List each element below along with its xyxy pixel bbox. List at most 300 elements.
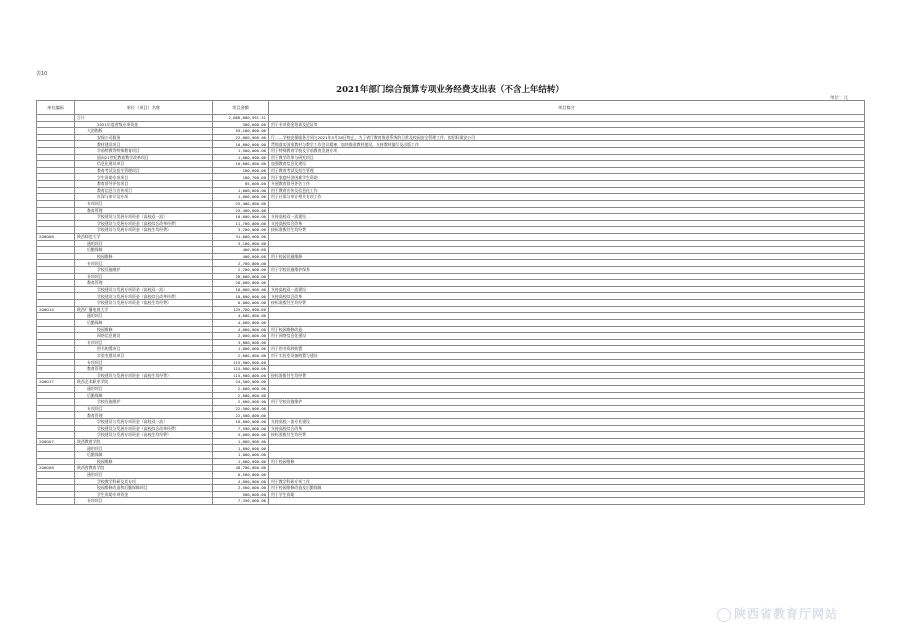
cell-item-name: 学校建设与发展专项资金（高校综合改革经费） (75, 220, 213, 227)
cell-item-name: 学前特教等特殊教育项目 (75, 148, 213, 155)
cell-unit-code (37, 273, 75, 280)
cell-item-name: 学校建设与发展专项资金（高校综合改革经费） (75, 293, 213, 300)
cell-unit-code (37, 372, 75, 379)
cell-description: 用于家庭经济困难学生资助 (269, 174, 865, 181)
cell-unit-code (37, 148, 75, 155)
cell-item-name: 学校建设与发展专项资金（高校生均经费） (75, 300, 213, 307)
emblem-icon (717, 608, 731, 622)
cell-amount: 115,900,000.00 (213, 359, 269, 366)
table-row (37, 313, 865, 320)
cell-item-name: 实验室建设项目 (75, 352, 213, 359)
cell-amount: 500,000.00 (213, 491, 269, 498)
table-row (37, 141, 865, 148)
cell-item-name: 通用项目 (75, 313, 213, 320)
cell-amount: 1,000,000.00 (213, 458, 269, 465)
cell-description (269, 438, 865, 445)
cell-item-name: 合计 (75, 115, 213, 122)
table-row (37, 240, 865, 247)
table-row (37, 438, 865, 445)
cell-item-name: 通用项目 (75, 385, 213, 392)
table-row (37, 485, 865, 492)
cell-unit-code (37, 333, 75, 340)
cell-item-name: 学校建设与发展专项资金（高校生均经费） (75, 227, 213, 234)
table-body (37, 115, 865, 505)
cell-amount: 22,500,000.00 (213, 405, 269, 412)
table-row (37, 458, 865, 465)
cell-item-name: 教育管理 (75, 412, 213, 419)
table-row (37, 372, 865, 379)
table-row (37, 452, 865, 459)
cell-unit-code: 206008 (37, 465, 75, 472)
cell-description: 贯彻落实国家教材与教学工作会议精神，加快推进教材建设，支持教材编写及出版工作 (269, 141, 865, 148)
table-row (37, 154, 865, 161)
table-row (37, 293, 865, 300)
table-row (37, 207, 865, 214)
cell-amount: 2,500,000.00 (213, 485, 269, 492)
cell-description: 用于教学科研专项工作 (269, 478, 865, 485)
cell-unit-code (37, 445, 75, 452)
cell-item-name: 大团购版 (75, 128, 213, 135)
cell-item-name: 学校建设与发展专项资金（高校双一流） (75, 419, 213, 426)
cell-unit-code (37, 220, 75, 227)
cell-amount: 28,000,000.00 (213, 280, 269, 287)
table-row (37, 260, 865, 267)
cell-amount: 22,000,000.00 (213, 134, 269, 141)
cell-unit-code (37, 352, 75, 359)
page-mark: 表10 (36, 71, 48, 77)
table-row (37, 247, 865, 254)
table-row (37, 161, 865, 168)
cell-unit-code (37, 339, 75, 346)
table-row (37, 267, 865, 274)
cell-description (269, 207, 865, 214)
cell-unit-code (37, 194, 75, 201)
cell-amount: 7,500,000.00 (213, 425, 269, 432)
cell-description: 支持高校综合改革 (269, 425, 865, 432)
cell-description: 支持高校一流专业建设 (269, 419, 865, 426)
cell-description (269, 339, 865, 346)
cell-item-name: 专项项目 (75, 405, 213, 412)
cell-description (269, 366, 865, 373)
cell-item-name: 教育管理 (75, 280, 213, 287)
cell-unit-code (37, 267, 75, 274)
cell-amount: 31,000,000.00 (213, 233, 269, 240)
cell-item-name: 陕西广播电视大学 (75, 306, 213, 313)
cell-unit-code (37, 491, 75, 498)
table-row (37, 233, 865, 240)
cell-item-name: 后勤保障 (75, 247, 213, 254)
cell-amount: 2,000,000.00 (213, 392, 269, 399)
cell-amount: 48,700,000.00 (213, 465, 269, 472)
cell-description: 用于校园设施维修 (269, 253, 865, 260)
cell-item-name: 2021年度省级专项资金 (75, 121, 213, 128)
cell-unit-code (37, 134, 75, 141)
cell-item-name: 教育督导评估项目 (75, 181, 213, 188)
cell-description (269, 319, 865, 326)
cell-unit-code (37, 128, 75, 135)
table-row (37, 115, 865, 122)
table-row (37, 200, 865, 207)
cell-amount: 115,900,000.00 (213, 366, 269, 373)
cell-item-name: 教材建设项目 (75, 141, 213, 148)
cell-item-name: 网络信息建设 (75, 333, 213, 340)
page-title: 2021年部门综合预算专项业务经费支出表（不含上年结转） (336, 85, 564, 95)
table-row (37, 174, 865, 181)
cell-amount: 2,000,000.00 (213, 399, 269, 406)
cell-amount: 1,800,000.00 (213, 346, 269, 353)
table-row (37, 445, 865, 452)
table-row (37, 478, 865, 485)
cell-item-name: 陕西教育学院 (75, 438, 213, 445)
cell-description: 按标准拨付生均经费 (269, 372, 865, 379)
table-row (37, 352, 865, 359)
cell-item-name: 校园维修 (75, 326, 213, 333)
table-row (37, 273, 865, 280)
cell-unit-code (37, 121, 75, 128)
table-header-row (37, 101, 865, 115)
watermark-text: 陕西省教育厅网站 (733, 607, 838, 621)
cell-item-name: 教育考试及招生管理项目 (75, 167, 213, 174)
cell-unit-code (37, 485, 75, 492)
cell-amount: 10,000,000.00 (213, 293, 269, 300)
table-row (37, 491, 865, 498)
cell-item-name: 通用项目 (75, 471, 213, 478)
cell-unit-code (37, 412, 75, 419)
cell-amount: 300,000.00 (213, 121, 269, 128)
cell-amount: 2,000,000.00 (213, 333, 269, 340)
table-row (37, 366, 865, 373)
cell-description: 用于学校设施维护 (269, 399, 865, 406)
table-row (37, 333, 865, 340)
cell-description: 支持高校综合改革 (269, 220, 865, 227)
cell-unit-code (37, 181, 75, 188)
cell-amount: 1,000,000.00 (213, 452, 269, 459)
cell-unit-code (37, 207, 75, 214)
cell-unit-code (37, 392, 75, 399)
cell-description: 按标准拨付生均经费 (269, 432, 865, 439)
cell-description: 用于社保与审计相关专项工作 (269, 194, 865, 201)
cell-description: 支持高校双一流建设 (269, 214, 865, 221)
cell-item-name: 社保与审计及专项 (75, 194, 213, 201)
cell-unit-code (37, 319, 75, 326)
table-row (37, 280, 865, 287)
cell-item-name: 学校建设与发展专项资金（高校双一流） (75, 286, 213, 293)
cell-amount: 3,100,000.00 (213, 240, 269, 247)
cell-amount: 2,668,000,591.31 (213, 115, 269, 122)
table-row (37, 128, 865, 135)
table-row (37, 319, 865, 326)
cell-description: 按标准拨付生均经费 (269, 300, 865, 307)
cell-description (269, 233, 865, 240)
cell-amount: 22,500,000.00 (213, 412, 269, 419)
cell-description: 开展教育督导评估工作 (269, 181, 865, 188)
table-row (37, 419, 865, 426)
cell-amount: 1,000,000.00 (213, 187, 269, 194)
cell-unit-code (37, 458, 75, 465)
cell-description (269, 471, 865, 478)
cell-amount: 115,900,000.00 (213, 372, 269, 379)
cell-description (269, 260, 865, 267)
cell-item-name: 陕西艺术职业学院 (75, 379, 213, 386)
cell-description: 支持高校双一流建设 (269, 286, 865, 293)
cell-item-name: 学校设施维护 (75, 399, 213, 406)
table-row (37, 214, 865, 221)
cell-unit-code: 206007 (37, 438, 75, 445)
cell-description (269, 359, 865, 366)
cell-amount: 2,700,000.00 (213, 260, 269, 267)
cell-item-name: 专项项目 (75, 200, 213, 207)
cell-amount: 2,700,000.00 (213, 267, 269, 274)
table-row (37, 306, 865, 313)
cell-unit-code (37, 187, 75, 194)
cell-description: 用于学生资助 (269, 491, 865, 498)
cell-item-name: 学生资助专项项目 (75, 174, 213, 181)
cell-item-name: 学校建设与发展专项资金（高校综合改革经费） (75, 425, 213, 432)
cell-description (269, 313, 865, 320)
cell-description (269, 115, 865, 122)
cell-amount: 3,700,000.00 (213, 227, 269, 234)
cell-amount: 1,500,000.00 (213, 148, 269, 155)
cell-unit-code (37, 154, 75, 161)
cell-description: 用于教育宣传及信息化工作 (269, 187, 865, 194)
cell-unit-code (37, 167, 75, 174)
cell-description: 用于校园维修改造 (269, 326, 865, 333)
cell-item-name: 专项项目 (75, 273, 213, 280)
cell-description: 用于校园维修 (269, 458, 865, 465)
table-row (37, 432, 865, 439)
cell-item-name: 校园维修改造和后勤保障项目 (75, 485, 213, 492)
table-row (37, 121, 865, 128)
cell-item-name: 学校设施维护 (75, 267, 213, 274)
table-row (37, 346, 865, 353)
table-row (37, 385, 865, 392)
table-row (37, 379, 865, 386)
table-row (37, 148, 865, 155)
cell-unit-code (37, 200, 75, 207)
cell-amount: 2,000,000.00 (213, 352, 269, 359)
cell-item-name: 教育管理 (75, 366, 213, 373)
table-row (37, 359, 865, 366)
cell-description (269, 392, 865, 399)
cell-item-name: 校园维修 (75, 253, 213, 260)
table-row (37, 399, 865, 406)
cell-amount: 65,000.00 (213, 181, 269, 188)
cell-item-name: 学校教学科研及其专项 (75, 478, 213, 485)
cell-amount: 180,000.00 (213, 167, 269, 174)
cell-amount: 7,350,000.00 (213, 498, 269, 505)
cell-amount: 1,000,000.00 (213, 438, 269, 445)
cell-description: 用于图书资料购置 (269, 346, 865, 353)
cell-amount: 28,000,000.00 (213, 273, 269, 280)
cell-item-name: 专项项目 (75, 498, 213, 505)
cell-amount: 4,000,000.00 (213, 478, 269, 485)
cell-amount: 1,000,000.00 (213, 194, 269, 201)
cell-amount: 5,000,000.00 (213, 432, 269, 439)
cell-unit-code (37, 452, 75, 459)
cell-amount: 400,000.00 (213, 247, 269, 254)
cell-unit-code (37, 174, 75, 181)
cell-item-name: 专项项目 (75, 260, 213, 267)
cell-item-name: 后勤保障 (75, 392, 213, 399)
cell-item-name: 安保公司服务 (75, 134, 213, 141)
cell-amount: 10,000,000.00 (213, 214, 269, 221)
cell-item-name: 学校建设与发展专项资金（高校生均经费） (75, 372, 213, 379)
cell-item-name: 后勤保障 (75, 452, 213, 459)
cell-amount: 10,000,000.00 (213, 419, 269, 426)
cell-item-name: 教育信息与宣传项目 (75, 187, 213, 194)
table-row (37, 253, 865, 260)
cell-item-name: 教育管理 (75, 207, 213, 214)
cell-unit-code (37, 293, 75, 300)
cell-unit-code (37, 313, 75, 320)
table-row (37, 300, 865, 307)
cell-description: 用于学校设施维护保养 (269, 267, 865, 274)
cell-amount: 1,000,000.00 (213, 154, 269, 161)
cell-item-name: 面向21世纪教育教学改革项目 (75, 154, 213, 161)
cell-amount: 55,180,000.00 (213, 128, 269, 135)
cell-unit-code (37, 280, 75, 287)
budget-table (36, 100, 865, 505)
cell-item-name: 通用项目 (75, 445, 213, 452)
cell-item-name: 学校建设与发展专项资金（高校双一流） (75, 214, 213, 221)
cell-unit-code (37, 240, 75, 247)
cell-amount: 2,000,000.00 (213, 385, 269, 392)
table-row (37, 339, 865, 346)
cell-item-name: 通用项目 (75, 240, 213, 247)
cell-unit-code (37, 366, 75, 373)
column-header-desc: 项目简介 (269, 101, 865, 115)
cell-description: 用于特殊教育学校及学前教育发展专项 (269, 148, 865, 155)
cell-description (269, 280, 865, 287)
cell-description (269, 247, 865, 254)
cell-description (269, 240, 865, 247)
cell-item-name: 陕西省教育学院 (75, 465, 213, 472)
cell-description (269, 306, 865, 313)
cell-description (269, 412, 865, 419)
column-header-name: 单位（项目）名称 (75, 101, 213, 115)
cell-unit-code (37, 326, 75, 333)
cell-amount: 3,800,000.00 (213, 339, 269, 346)
cell-description (269, 452, 865, 459)
table-row (37, 187, 865, 194)
cell-unit-code (37, 405, 75, 412)
cell-item-name: 后勤保障 (75, 319, 213, 326)
cell-amount: 1,000,000.00 (213, 445, 269, 452)
cell-unit-code (37, 214, 75, 221)
cell-amount: 4,000,000.00 (213, 319, 269, 326)
cell-amount: 125,700,000.00 (213, 306, 269, 313)
column-header-amount: 项目金额 (213, 101, 269, 115)
cell-amount: 10,000,000.00 (213, 161, 269, 168)
table-row (37, 286, 865, 293)
cell-description: 支持高校综合改革 (269, 293, 865, 300)
cell-item-name: 专项项目 (75, 339, 213, 346)
table-row (37, 227, 865, 234)
cell-amount: 11,700,000.00 (213, 220, 269, 227)
cell-amount: 10,000,000.00 (213, 286, 269, 293)
cell-amount: 4,000,000.00 (213, 313, 269, 320)
table-row (37, 326, 865, 333)
cell-unit-code (37, 227, 75, 234)
cell-amount: 8,000,000.00 (213, 300, 269, 307)
cell-unit-code (37, 161, 75, 168)
cell-description (269, 273, 865, 280)
table-row (37, 465, 865, 472)
cell-description (269, 465, 865, 472)
cell-unit-code (37, 478, 75, 485)
table-row (37, 412, 865, 419)
cell-unit-code (37, 300, 75, 307)
cell-description: 用于教育考试及招生管理 (269, 167, 865, 174)
cell-unit-code (37, 432, 75, 439)
cell-item-name: 信息化建设项目 (75, 161, 213, 168)
cell-unit-code (37, 399, 75, 406)
cell-item-name: 陕西师范大学 (75, 233, 213, 240)
cell-description: 用于校园维修改造及后勤保障 (269, 485, 865, 492)
watermark (717, 605, 838, 622)
cell-unit-code (37, 471, 75, 478)
table-row (37, 405, 865, 412)
cell-description (269, 498, 865, 505)
cell-unit-code (37, 346, 75, 353)
cell-description: 厅……学校安保服务合同与2021年5月28日终止，为了省厅教育推进系统的日常及校园安全管理工作，拟招标保安公司 (269, 134, 865, 141)
cell-description: 用于网络信息化建设 (269, 333, 865, 340)
cell-amount: 25,400,000.00 (213, 200, 269, 207)
cell-amount: 24,500,000.00 (213, 379, 269, 386)
cell-amount: 400,000.00 (213, 253, 269, 260)
cell-description: 用于教学改革与研究项目 (269, 154, 865, 161)
cell-description (269, 200, 865, 207)
cell-unit-code (37, 286, 75, 293)
cell-unit-code (37, 425, 75, 432)
cell-unit-code (37, 115, 75, 122)
cell-unit-code (37, 359, 75, 366)
cell-unit-code: 206008 (37, 233, 75, 240)
table-row (37, 167, 865, 174)
cell-item-name: 图书购置项目 (75, 346, 213, 353)
table-row (37, 392, 865, 399)
cell-unit-code (37, 141, 75, 148)
cell-amount: 180,700.00 (213, 174, 269, 181)
cell-unit-code (37, 253, 75, 260)
cell-amount: 10,000,000.00 (213, 141, 269, 148)
cell-amount: 4,000,000.00 (213, 326, 269, 333)
cell-description (269, 405, 865, 412)
cell-unit-code: 206017 (37, 379, 75, 386)
cell-unit-code: 206014 (37, 306, 75, 313)
cell-description (269, 128, 865, 135)
cell-description (269, 445, 865, 452)
cell-unit-code (37, 498, 75, 505)
cell-description: 按标准拨付生均经费 (269, 227, 865, 234)
cell-item-name: 校园维修 (75, 458, 213, 465)
cell-description: 加强教育信息化建设 (269, 161, 865, 168)
table-row (37, 134, 865, 141)
unit-label: 单位：元 (830, 96, 848, 101)
cell-unit-code (37, 260, 75, 267)
cell-description: 用于专项资金培训及论证等 (269, 121, 865, 128)
cell-item-name: 学生资助专项资金 (75, 491, 213, 498)
table-row (37, 181, 865, 188)
cell-item-name: 专项项目 (75, 359, 213, 366)
table-row (37, 220, 865, 227)
cell-amount: 25,400,000.00 (213, 207, 269, 214)
cell-amount: 6,500,000.00 (213, 471, 269, 478)
column-header-code: 单位编码 (37, 101, 75, 115)
table-row (37, 471, 865, 478)
table-row (37, 498, 865, 505)
cell-unit-code (37, 385, 75, 392)
